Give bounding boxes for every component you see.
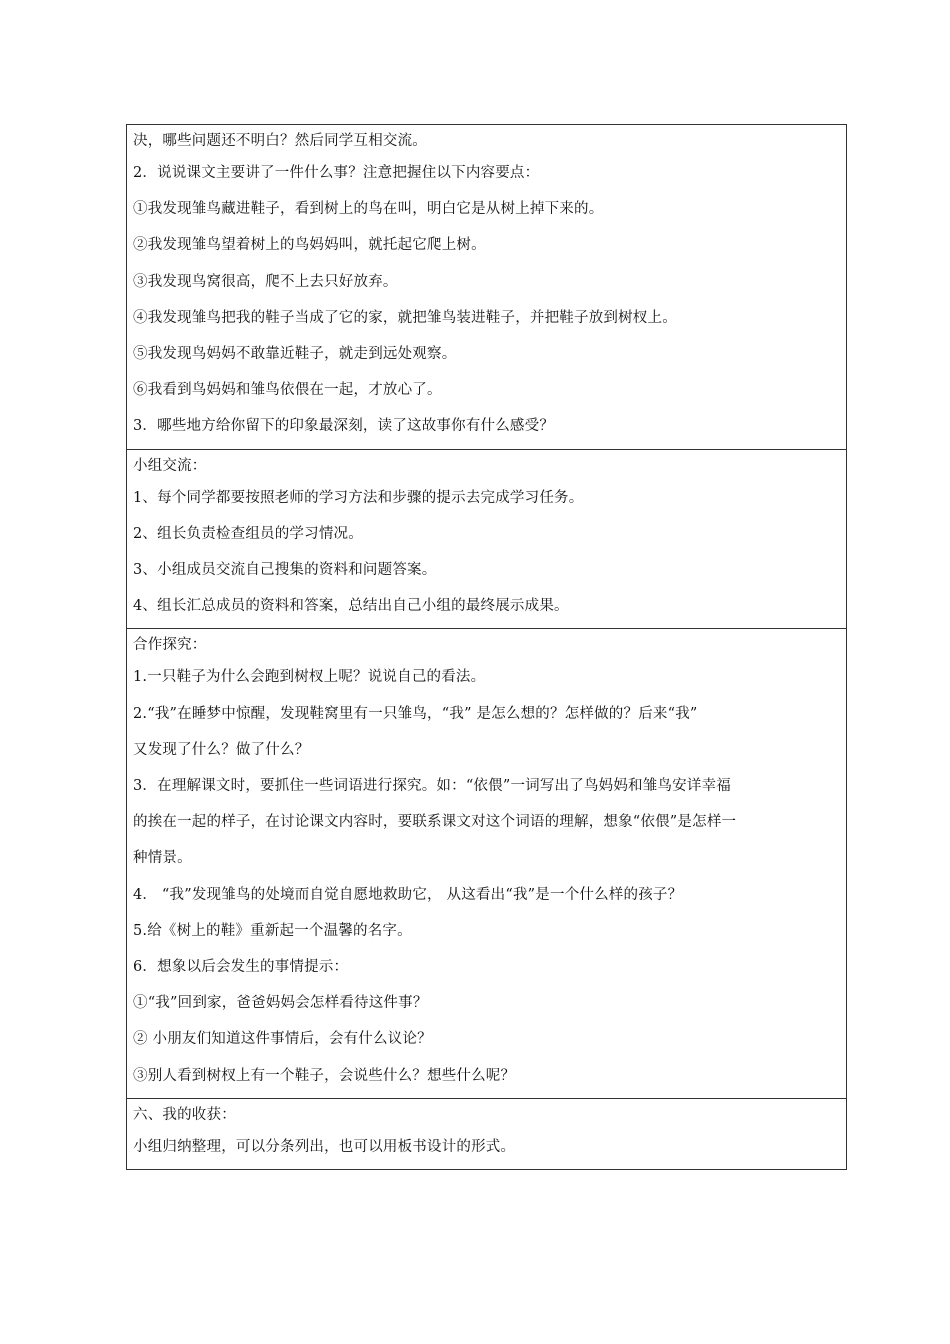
text-line: 1.一只鞋子为什么会跑到树杈上呢？说说自己的看法。 — [133, 669, 486, 686]
text-line: 小组归纳整理，可以分条列出，也可以用板书设计的形式。 — [133, 1138, 516, 1155]
text-line: 6．想象以后会发生的事情提示： — [133, 959, 349, 976]
text-line: 5.给《树上的鞋》重新起一个温馨的名字。 — [133, 922, 412, 939]
text-line: ①“我”回到家，爸爸妈妈会怎样看待这件事？ — [133, 995, 428, 1012]
text-line: 3、小组成员交流自己搜集的资料和问题答案。 — [133, 562, 437, 579]
text-line: 2.“我”在睡梦中惊醒，发现鞋窝里有一只雏鸟，“我” 是怎么想的？怎样做的？后来“我” — [133, 705, 698, 722]
section-heading: 小组交流： — [133, 457, 207, 474]
text-line: ④我发现雏鸟把我的鞋子当成了它的家，就把雏鸟装进鞋子，并把鞋子放到树杈上。 — [133, 309, 677, 326]
section-group-exchange — [127, 449, 846, 629]
text-line: ③别人看到树杈上有一个鞋子，会说些什么？想些什么呢？ — [133, 1067, 516, 1084]
text-line: ③我发现鸟窝很高，爬不上去只好放弃。 — [133, 273, 398, 290]
text-line: ⑤我发现鸟妈妈不敢靠近鞋子，就走到远处观察。 — [133, 346, 457, 363]
text-line: 的挨在一起的样子，在讨论课文内容时，要联系课文对这个词语的理解，想象“依偎”是怎样一 — [133, 814, 737, 831]
lesson-table — [126, 124, 847, 1170]
text-line: 4、组长汇总成员的资料和答案，总结出自己小组的最终展示成果。 — [133, 598, 569, 615]
text-line: ⑥我看到鸟妈妈和雏鸟依偎在一起，才放心了。 — [133, 382, 442, 399]
section-reading-tasks — [127, 125, 846, 449]
section-heading: 合作探究： — [133, 637, 207, 654]
text-line: 又发现了什么？做了什么？ — [133, 741, 310, 758]
text-line: 种情景。 — [133, 850, 192, 867]
text-line: 决，哪些问题还不明白？然后同学互相交流。 — [133, 133, 427, 149]
text-line: ②我发现雏鸟望着树上的鸟妈妈叫，就托起它爬上树。 — [133, 237, 486, 254]
text-line: 3．在理解课文时，要抓住一些词语进行探究。如：“依偎”一词写出了鸟妈妈和雏鸟安详幸福 — [133, 778, 731, 795]
text-line: 2、组长负责检查组员的学习情况。 — [133, 525, 363, 542]
text-line: 3．哪些地方给你留下的印象最深刻，读了这故事你有什么感受？ — [133, 418, 555, 435]
text-line: ② 小朋友们知道这件事情后，会有什么议论？ — [133, 1031, 432, 1048]
section-my-harvest — [127, 1098, 846, 1169]
text-line: 4． “我”发现雏鸟的处境而自觉自愿地救助它， 从这看出“我”是一个什么样的孩子？ — [133, 886, 683, 903]
text-line: 1、每个同学都要按照老师的学习方法和步骤的提示去完成学习任务。 — [133, 489, 584, 506]
section-cooperative-inquiry — [127, 628, 846, 1097]
text-line: ①我发现雏鸟藏进鞋子，看到树上的鸟在叫，明白它是从树上掉下来的。 — [133, 201, 604, 218]
text-line: 2．说说课文主要讲了一件什么事？注意把握住以下内容要点： — [133, 165, 540, 181]
section-heading: 六、我的收获： — [133, 1106, 236, 1123]
